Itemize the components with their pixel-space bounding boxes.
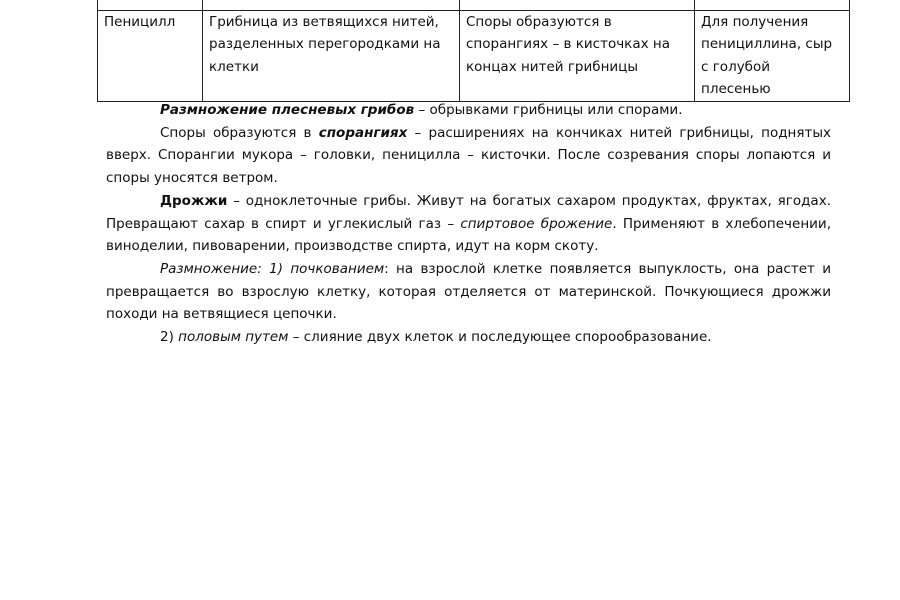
text-run: : на взрослой клетке появляется выпуклость, она растет и превращается во взрослую клетку, которая отделяется от материнской. Почкующиеся дрожжи походи на ветвящиеся цепочки. (106, 260, 831, 323)
fungi-table (97, 0, 850, 102)
table-cell-spores: Споры образуются в спорангиях – в кисточках на концах нитей грибницы (460, 10, 695, 101)
text-run: – слияние двух клеток и последующее спорообразование. (288, 329, 712, 346)
text-run: – расширениях на кончиках нитей грибницы, поднятых вверх. Спорангии мукора – головки, пеницилла – кисточки. После созревания споры лопаются и споры уносятся ветром. (106, 124, 831, 187)
label: Размножение: 1) (160, 260, 291, 277)
table-cell-structure: Грибница из ветвящихся нитей, разделенных перегородками на клетки (203, 10, 460, 101)
term: половым путем (178, 329, 289, 346)
text-run: Споры образуются в (160, 124, 319, 141)
paragraph-sporangia (106, 122, 831, 190)
paragraph-mold-reproduction (106, 99, 831, 122)
term: спиртовое брожение (460, 215, 613, 232)
table-row (98, 10, 850, 101)
list-number: 2) (160, 329, 179, 346)
text-run: – одноклеточные грибы. Живут на богатых сахаром продуктах, фруктах, ягодах. Превращают сахар в спирт и углекислый газ – (106, 192, 831, 232)
table-row-header (98, 0, 850, 10)
paragraph-budding (106, 258, 831, 326)
term: Размножение плесневых грибов (160, 102, 415, 118)
table-cell-use: Для получения пенициллина, сыр с голубой плесенью (695, 10, 850, 101)
term: Дрожжи (160, 192, 228, 209)
term: почкованием (290, 260, 385, 277)
table-cell (203, 0, 460, 10)
table-cell (460, 0, 695, 10)
table-cell (695, 0, 850, 10)
term: спорангиях (318, 124, 408, 141)
paragraph-yeast (106, 190, 831, 258)
text-run: – обрывками грибницы или спорами. (414, 102, 683, 118)
text-run: . Применяют в хлебопечении, виноделии, пивоварении, производстве спирта, идут на корм скоту. (106, 215, 831, 255)
table-cell-name: Пеницилл (98, 10, 203, 101)
table-cell (98, 0, 203, 10)
body-text (106, 99, 831, 349)
paragraph-sexual (106, 326, 831, 349)
